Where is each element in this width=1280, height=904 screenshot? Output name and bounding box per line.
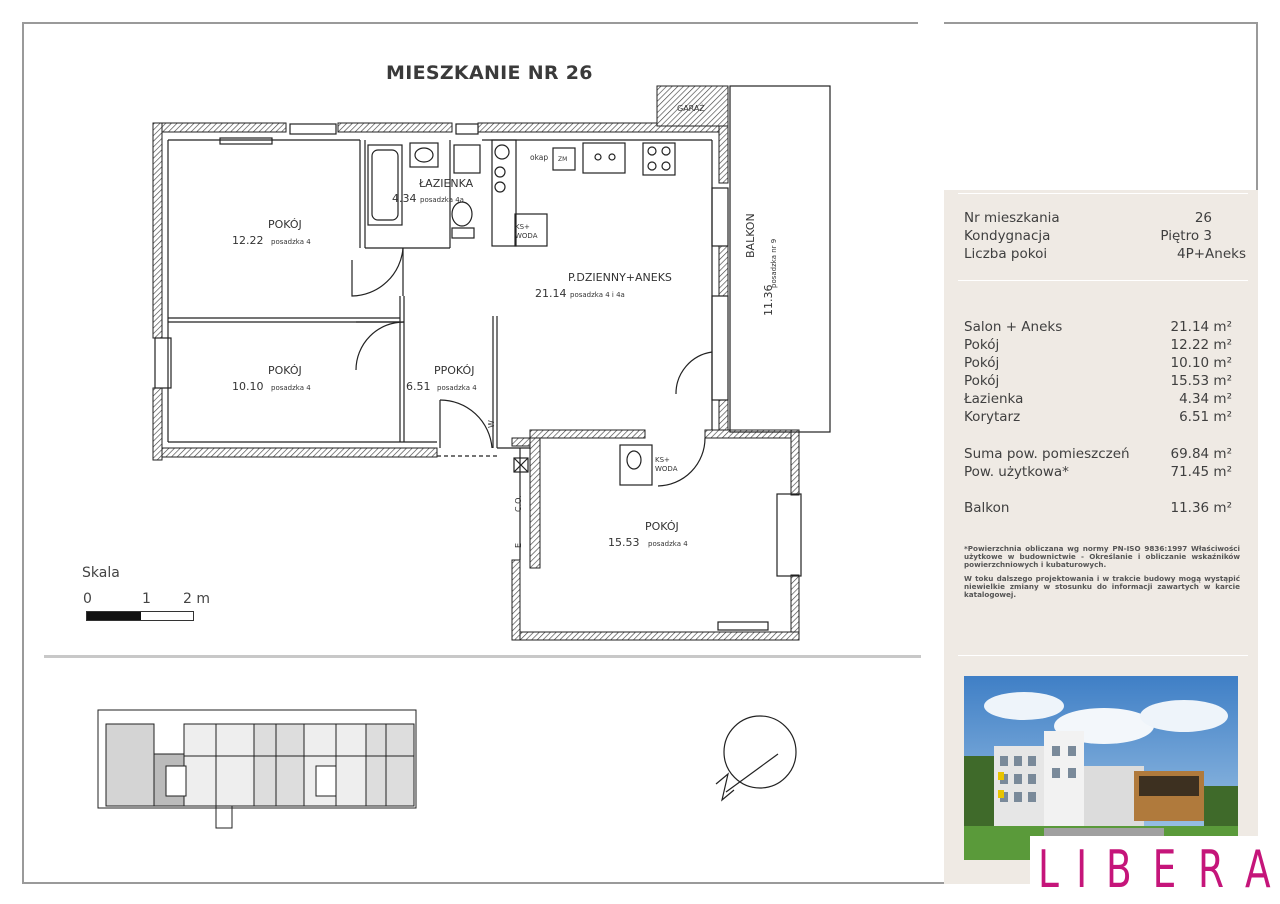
room-floor: posadzka 4 i 4a xyxy=(570,291,625,299)
brand-letter: A xyxy=(1245,840,1271,900)
w-label: W xyxy=(487,420,496,428)
separator xyxy=(958,280,1248,281)
balcony-value: 11.36 m² xyxy=(1170,500,1232,516)
okap-label: okap xyxy=(530,153,549,162)
scale-label: Skala xyxy=(82,565,120,581)
separator xyxy=(958,655,1248,656)
room-floor: posadzka 4a xyxy=(420,196,464,204)
usable-value: 71.45 m² xyxy=(1170,464,1232,480)
area-label: Salon + Aneks xyxy=(964,319,1063,335)
disclaimer: W toku dalszego projektowania i w trakcie budowy mogą wystąpić niewielkie zmiany w stosunku do informacji zawartych w karcie katalogowej. xyxy=(964,574,1240,599)
room-area: 10.10 xyxy=(232,380,264,393)
balcony-label: Balkon xyxy=(964,500,1010,516)
room-area: 21.14 xyxy=(535,287,567,300)
brand-letter: R xyxy=(1197,840,1224,900)
area-label: Pokój xyxy=(964,355,1000,371)
nr-label: Nr mieszkania xyxy=(964,210,1060,226)
balcony-name: BALKON xyxy=(744,213,757,258)
brand-letter: E xyxy=(1153,840,1177,900)
room-name: PPOKÓJ xyxy=(434,364,475,377)
building-image xyxy=(964,676,1238,860)
room-name: ŁAZIENKA xyxy=(419,177,474,190)
page-title: MIESZKANIE NR 26 xyxy=(386,62,593,84)
area-value: 4.34 m² xyxy=(1179,391,1232,407)
scale-2: 2 m xyxy=(183,591,210,607)
scale-1: 1 xyxy=(142,591,151,607)
total-value: 69.84 m² xyxy=(1170,446,1232,462)
area-value: 10.10 m² xyxy=(1170,355,1232,371)
north-arrow-icon xyxy=(712,704,802,804)
area-value: 12.22 m² xyxy=(1170,337,1232,353)
room-floor: posadzka 4 xyxy=(648,540,688,548)
area-label: Pokój xyxy=(964,373,1000,389)
room-floor: posadzka 4 xyxy=(271,238,311,246)
e-label: E xyxy=(514,542,523,548)
scale-0: 0 xyxy=(83,591,92,607)
room-floor: posadzka 4 xyxy=(437,384,477,392)
footnote: *Powierzchnia obliczana wg normy PN-ISO 9836:1997 Właściwości użytkowe w budownictwie - Określanie i obliczanie wskaźników powierzchniowych i kubaturowych. xyxy=(964,544,1240,569)
wall xyxy=(153,123,286,132)
nr-value: 26 xyxy=(1194,210,1212,226)
separator xyxy=(958,193,1248,194)
area-value: 15.53 m² xyxy=(1170,373,1232,389)
room-name: POKÓJ xyxy=(645,520,679,533)
garage-label: GARAŻ xyxy=(677,104,705,113)
room-area: 4.34 xyxy=(392,192,417,205)
floor-label: Kondygnacja xyxy=(964,228,1051,244)
brand-letter: L xyxy=(1038,840,1059,900)
balcony-floor: posadzka nr 9 xyxy=(770,238,778,288)
area-value: 21.14 m² xyxy=(1170,319,1232,335)
rooms-value: 4P+Aneks xyxy=(1177,246,1246,262)
building-plan xyxy=(96,706,420,832)
ks-woda-label: KS+ WODA xyxy=(655,456,678,473)
area-label: Korytarz xyxy=(964,409,1021,425)
ks-woda-label: KS+ WODA xyxy=(515,223,538,240)
room-area: 15.53 xyxy=(608,536,640,549)
area-label: Łazienka xyxy=(964,391,1024,407)
brand-letter: I xyxy=(1076,840,1088,900)
floor-value: Piętro 3 xyxy=(1160,228,1212,244)
brand-logo xyxy=(1030,836,1280,904)
room-name: POKÓJ xyxy=(268,218,302,231)
total-label: Suma pow. pomieszczeń xyxy=(964,446,1130,462)
room-name: POKÓJ xyxy=(268,364,302,377)
rooms-label: Liczba pokoi xyxy=(964,246,1048,262)
area-label: Pokój xyxy=(964,337,1000,353)
brand-letter: B xyxy=(1106,840,1132,900)
fridge-label: ZM xyxy=(558,156,568,163)
divider xyxy=(44,655,921,658)
room-area: 12.22 xyxy=(232,234,264,247)
scale-bar xyxy=(86,611,194,621)
room-area: 6.51 xyxy=(406,380,431,393)
usable-label: Pow. użytkowa* xyxy=(964,464,1069,480)
room-floor: posadzka 4 xyxy=(271,384,311,392)
area-value: 6.51 m² xyxy=(1179,409,1232,425)
balcony-area: 11.36 xyxy=(762,284,775,316)
co-label: C.O. xyxy=(514,495,523,512)
room-name: P.DZIENNY+ANEKS xyxy=(568,271,672,284)
